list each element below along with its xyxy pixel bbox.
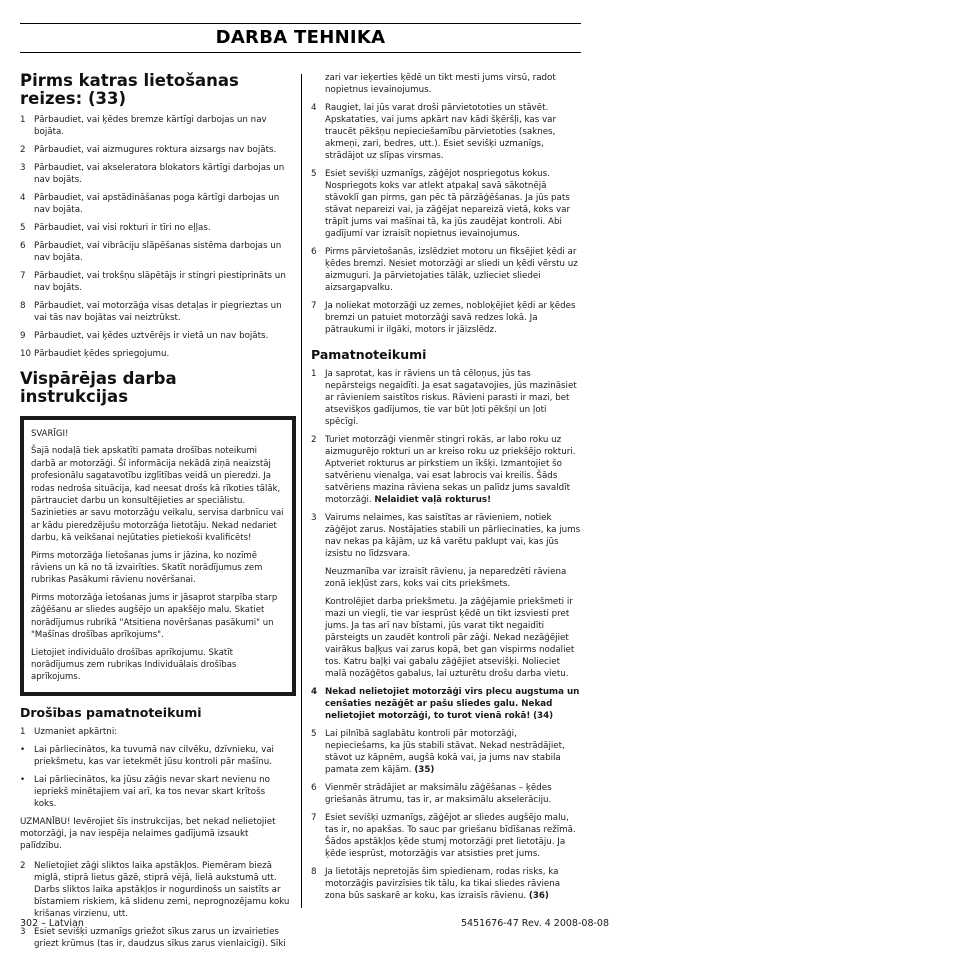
list-item: 6 Pārbaudiet, vai vibrāciju slāpēšanas sistēma darbojas un nav bojāta. <box>20 241 282 263</box>
emphasis-text: Nelaidiet vaļā rokturus! <box>374 495 492 505</box>
list-item: 4 Pārbaudiet, vai apstādināšanas poga kārtīgi darbojas un nav bojāta. <box>20 193 280 215</box>
footer-doc-id: 5451676-47 Rev. 4 2008-08-08 <box>460 918 609 929</box>
list-item: 3 Pārbaudiet, vai akseleratora blokators kārtīgi darbojas un nav bojāts. <box>20 163 285 185</box>
bullet-item: • Lai pārliecinātos, ka tuvumā nav cilvēku, dzīvnieku, vai priekšmetu, kas var ietekmēt jūsu kontroli pār mašīnu. <box>20 744 274 767</box>
list-item: 6 Vienmēr strādājiet ar maksimālu zāģēšanas – ķēdes griešanās ātrumu, tas ir, ar maksimālu akselerāciju. <box>311 783 552 805</box>
list-item: 5 Esiet sevišķi uzmanīgs, zāģējot nospriegotus kokus. Nospriegots koks var atlekt atpakaļ savā sākotnējā stāvoklī gan pirms, gan pēc tā pārzāģēšanas. Ja jūs pats stāvat nepareizi vai, ja zāģējat nepareizā vietā, koks var trāpīt jums vai mašīnai tā, ka jūs zaudējat kontroli. Abi gadījumi var izraisīt nopietnus ievainojumus. <box>311 169 571 239</box>
figure-ref: (36) <box>528 891 549 901</box>
section-title-safety-basics: Drošības pamatnoteikumi <box>20 704 202 720</box>
emphasis-text: Nekad nelietojiet motorzāģi virs plecu augstuma un cenšaties nezāģēt ar pašu sliedes galu. Nekad nelietojiet motorzāģi, to turot vienā rokā! <box>325 687 580 721</box>
checklist <box>20 114 290 360</box>
figure-ref: (34) <box>533 711 554 721</box>
list-item: 1 Uzmaniet apkārtni: <box>20 726 118 737</box>
header-bottom-rule <box>20 52 581 53</box>
list-item: 5 Lai pilnībā saglabātu kontroli pār motorzāģi, nepieciešams, ka jūs stabili stāvat. Nekad nestrādājiet, stāvot uz kāpnēm, augšā kokā vai, ja jums nav stabila pamata zem kājām. (35) <box>311 729 565 775</box>
bullet-item: • Lai pārliecinātos, ka jūsu zāģis nevar skart nevienu no iepriekš minētajiem vai arī, ka tos nevar skart krītošs koks. <box>20 774 270 809</box>
list-item: 2 Turiet motorzāģi vienmēr stingri rokās, ar labo roku uz aizmugurējo rokturi un ar kreiso roku uz priekšējo rokturi. Aptveriet rokturus ar pirkstiem un īkšķi. Izmantojiet šo satvērienu vienalga, vai esat labrocis vai kreilis. Šāds satvēriens mazina rāviena sekas un palīdz jums savaldīt motorzāģi. Nelaidiet vaļā rokturus! <box>311 435 576 505</box>
footer-page-label: 302 – Latvian <box>20 918 84 929</box>
continued-paragraph: zari var ieķerties ķēdē un tikt mesti jums virsū, radot nopietnus ievainojumus. <box>325 73 556 95</box>
list-item: 2 Pārbaudiet, vai aizmugures roktura aizsargs nav bojāts. <box>20 145 277 155</box>
list-item: 5 Pārbaudiet, vai visi rokturi ir tīri no eļļas. <box>20 223 211 233</box>
paragraph: Kontrolējiet darba priekšmetu. Ja zāģējamie priekšmeti ir mazi un viegli, tie var iesprūst ķēdē un tikt izsviesti pret jums. Ja tas arī nav bīstami, jūs varat tikt negaidīti pārsteigts un zaudēt kontroli pār zāģi. Nekad nezāģējiet vairākus baļķus vai zarus kopā, bet gan vispirms nodaliet tos. Katru baļķi vai gabalu zāģējiet atsevišķi. Nolieciet malā nozāģētos gabalus, lai uzturētu drošu darba vietu. <box>325 597 575 679</box>
list-item: 7 Ja noliekat motorzāģi uz zemes, nobloķējiet ķēdi ar ķēdes bremzi un patuiet motorzāģi savā redzes lokā. Ja pātraukumi ir ilgāki, motors ir jāizslēdz. <box>311 301 576 335</box>
left-column <box>20 72 290 956</box>
list-item: 10 Pārbaudiet ķēdes spriegojumu. <box>20 349 170 359</box>
column-divider <box>301 74 302 908</box>
section-title-before-use: Pirms katras lietošanas reizes: (33) <box>20 71 239 108</box>
list-item: 3 Esiet sevišķi uzmanīgs griežot sīkus zarus un izvairieties griezt krūmus (tas ir, daudzus sīkus zarus vienlaicīgi). Sīki <box>20 926 286 949</box>
list-item: 4 Nekad nelietojiet motorzāģi virs plecu augstuma un cenšaties nezāģēt ar pašu sliedes galu. Nekad nelietojiet motorzāģi, to turot vienā rokā! (34) <box>311 687 580 721</box>
list-item: 6 Pirms pārvietošanās, izslēdziet motoru un fiksējiet ķēdi ar ķēdes bremzi. Nesiet motorzāģi ar sliedi un ķēdi vērstu uz aizmuguri. Ja pārvietojaties tālāk, uzlieciet sliedei aizsargapvalku. <box>311 247 578 293</box>
list-item: 1 Pārbaudiet, vai ķēdes bremze kārtīgi darbojas un nav bojāta. <box>20 115 267 137</box>
list-item: 2 Nelietojiet zāģi sliktos laika apstākļos. Piemēram biezā miglā, stiprā lietus gāzē, stiprā vējā, lielā aukstumā utt. Darbs sliktos laika apstākļos ir nogurdinošs un saistīts ar bīstamiem riskiem, kā slidenu zemi, neprognozējamu koku krišanas virzienu, utt. <box>20 860 290 919</box>
list-item: 8 Pārbaudiet, vai motorzāģa visas detaļas ir piegrieztas un vai tās nav bojātas vai neiztrūkst. <box>20 301 282 323</box>
section-title-basic-rules: Pamatnoteikumi <box>311 347 427 362</box>
warning-label: SVARĪGI! <box>31 429 69 439</box>
list-item: 4 Raugiet, lai jūs varat droši pārvietototies un stāvēt. Apskataties, vai jums apkārt nav kādi šķēršļi, kas var traucēt pēkšņu nepieciešamību pārvietoties (saknes, akmeņi, zari, bedres, utt.). Esiet sevišķi uzmanīgs, strādājot uz slīpas virsmas. <box>311 103 557 161</box>
list-item: 7 Esiet sevišķi uzmanīgs, zāģējot ar sliedes augšējo malu, tas ir, no apakšas. To sauc par griešanu bīdīšanas režīmā. Šādos apstākļos ķēde stumj motorzāģi pret lietotāju. Ja ķēde iesprūst, motorzāģis var atsisties pret jums. <box>311 813 576 859</box>
warning-paragraph: Šajā nodaļā tiek apskatīti pamata drošības noteikumi darbā ar motorzāģi. Šī informācija nekādā ziņā neaizstāj profesionālu sagatavotību izglītības veidā un pieredzi. Ja rodas nedroša situācija, kad neesat drošs kā rīkoties tālāk, pārtrauciet darbu un konsultējieties ar speciālistu. Sazinieties ar savu motorzāģu veikalu, servisa darbnīcu vai ar kādu pieredzējušu motorzāģa lietotāju. Nekad nedariet darbu, kā veikšanai nejūtaties pietiekoši kvalificēts! <box>31 446 284 544</box>
list-item: 1 Ja saprotat, kas ir rāviens un tā cēloņus, jūs tas nepārsteigs negaidīti. Ja esat sagatavojies, jūs mazināsiet ar rāvieniem saistītos riskus. Rāvieni parasti ir mazi, bet atsevišķos gadījumos, tie var būt ļoti pēkšņi un ļoti spēcīgi. <box>311 369 577 427</box>
list-item: 3 Vairums nelaimes, kas saistītas ar rāvieniem, notiek zāģējot zarus. Nostājaties stabili un pārliecinaties, ka jums nav nekas pa kājām, uz kā varētu paklupt vai, kas jūs izsistu no līdzsvara. <box>311 513 581 559</box>
warning-paragraph: Pirms motorzāģa ietošanas jums ir jāsaprot starpība starp zāģēšanu ar sliedes augšējo un apakšējo malu. Skatiet norādījumus rubrikā "Atsitiena novēršanas pasākumi" un "Mašīnas drošības aprīkojums". <box>31 592 278 641</box>
list-item: 8 Ja lietotājs nepretojās šim spiedienam, rodas risks, ka motorzāģis pavirzīsies tik tālu, ka tikai sliedes rāviena zona būs saskarē ar koku, kas izraisīs rāvienu. (36) <box>311 867 561 901</box>
right-column <box>311 72 581 908</box>
warning-paragraph: Lietojiet individuālo drošības aprīkojumu. Skatīt norādījumus zem rubrikas Individuālais drošības aprīkojums. <box>31 647 237 683</box>
attention-paragraph: UZMANĪBU! Ievērojiet šīs instrukcijas, bet nekad nelietojiet motorzāģi, ja nav iespēja nelaimes gadījumā izsaukt palīdzību. <box>20 816 276 851</box>
warning-box <box>20 416 296 696</box>
list-item: 7 Pārbaudiet, vai trokšņu slāpētājs ir stingri piestiprināts un nav bojāts. <box>20 271 286 293</box>
warning-paragraph: Pirms motorzāģa lietošanas jums ir jāzina, ko nozīmē rāviens un kā no tā izvairīties. Skatīt norādījumus zem rubrikas Pasākumi rāvienu novēršanai. <box>31 550 263 586</box>
list-item: 9 Pārbaudiet, vai ķēdes uztvērējs ir vietā un nav bojāts. <box>20 331 269 341</box>
paragraph: Neuzmanība var izraisīt rāvienu, ja neparedzēti rāviena zonā iekļūst zars, koks vai cits priekšmets. <box>325 567 567 589</box>
figure-ref: (35) <box>414 765 435 775</box>
section-title-general-instructions: Vispārējas darba instrukcijas <box>20 369 177 406</box>
page-header-title: DARBA TEHNIKA <box>215 27 386 48</box>
